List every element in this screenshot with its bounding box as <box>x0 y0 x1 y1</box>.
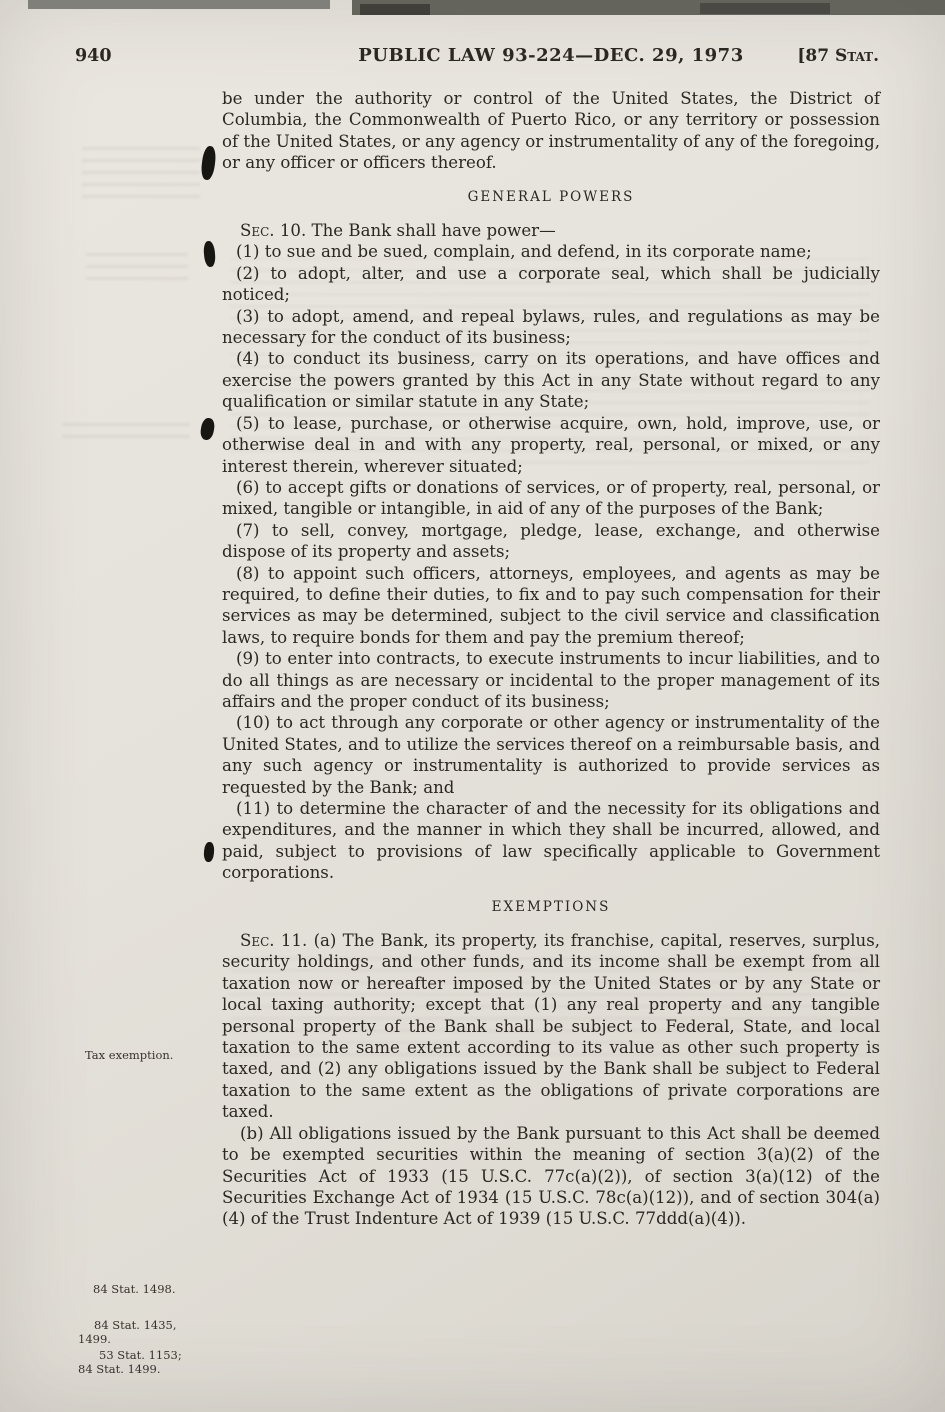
scan-artifact-bleedthrough <box>82 140 200 202</box>
statute-item-6: (6) to accept gifts or donations of services, or of property, real, personal, or mixed, tangible or intangible, in aid of any of the purposes of the Bank; <box>222 477 880 519</box>
statute-item-1: (1) to sue and be sued, complain, and defend, in its corporate name; <box>236 242 812 262</box>
page-title: PUBLIC LAW 93-224—DEC. 29, 1973 <box>358 45 744 66</box>
scan-artifact-top-strip <box>360 4 430 15</box>
margin-note-tax-exemption: Tax exemption. <box>85 1048 174 1062</box>
margin-note-line: 84 Stat. 1499. <box>78 1362 161 1376</box>
scan-artifact-bleedthrough <box>86 244 188 284</box>
crosshead-general-powers: GENERAL POWERS <box>467 188 635 205</box>
scan-artifact-top-strip <box>700 3 830 14</box>
statute-item-7: (7) to sell, convey, mortgage, pledge, lease, exchange, and otherwise dispose of its property and assets; <box>222 520 880 562</box>
margin-note-53-stat-1153-84-stat-1499 <box>78 1348 203 1376</box>
scan-artifact-ink-blob <box>200 145 217 180</box>
sec11b-paragraph: (b) All obligations issued by the Bank pursuant to this Act shall be deemed to be exempted securities within the meaning of section 3(a)(2) of the Securities Act of 1933 (15 U.S.C. 77c(a)(2)), of section 3(a)(12) of the Securities Exchange Act of 1934 (15 U.S.C. 78c(a)(12)), and of section 304(a)(4) of the Trust Indenture Act of 1939 (15 U.S.C. 77ddd(a)(4)). <box>222 1123 880 1229</box>
margin-note-line: 84 Stat. 1435, <box>94 1318 177 1332</box>
scan-artifact-top-strip <box>28 0 330 9</box>
statute-item-3: (3) to adopt, amend, and repeal bylaws, rules, and regulations as may be necessary for the conduct of its business; <box>222 306 880 348</box>
crosshead-exemptions: EXEMPTIONS <box>491 898 611 915</box>
statute-item-9: (9) to enter into contracts, to execute instruments to incur liabilities, and to do all things as are necessary or incidental to the proper management of its affairs and the proper conduct of its business; <box>222 649 880 711</box>
sec10-lead-text: The Bank shall have power— <box>311 221 556 241</box>
intro-paragraph: be under the authority or control of the United States, the District of Columbia, the Commonwealth of Puerto Rico, or any territory or possession of the United States, or any agency or instrumentality of any of the foregoing, or any officer or officers thereof. <box>222 89 880 173</box>
scan-artifact-bleedthrough <box>62 414 190 442</box>
statute-item-2: (2) to adopt, alter, and use a corporate seal, which shall be judicially noticed; <box>222 263 880 305</box>
scan-artifact-top-strip <box>352 0 945 15</box>
margin-note-84-stat-1498: 84 Stat. 1498. <box>93 1282 176 1296</box>
statute-text-column <box>222 88 880 1230</box>
sec10-paragraph <box>222 220 880 241</box>
sec11a-text: (a) The Bank, its property, its franchise, capital, reserves, surplus, security holdings, and other funds, and its income shall be exempt from all taxation now or hereafter imposed by the United States or by any State or local taxing authority; except that (1) any real property and any tangible personal property of the Bank shall be subject to Federal, State, and local taxation to the same extent according to its value as other such property is taxed, and (2) any obligations issued by the Bank shall be subject to Federal taxation to the same extent as the obligations of private corporations are taxed. <box>222 931 881 1122</box>
margin-note-84-stat-1435-1499 <box>78 1318 198 1346</box>
sec10-label: Sec. 10. <box>240 221 307 241</box>
scan-artifact-ink-blob <box>199 417 216 441</box>
statute-item-8: (8) to appoint such officers, attorneys, employees, and agents as may be required, to define their duties, to fix and to pay such compensation for their services as may be determined, subject to the civil service and classification laws, to require bonds for them and pay the premium thereof; <box>222 563 880 647</box>
sec11-label: Sec. 11. <box>240 931 308 951</box>
scan-artifact-ink-blob <box>203 842 214 863</box>
statute-item-4: (4) to conduct its business, carry on its operations, and have offices and exercise the powers granted by this Act in any State without regard to any qualification or similar statute in any State; <box>222 349 880 412</box>
statute-item-10: (10) to act through any corporate or other agency or instrumentality of the United States, and to utilize the services thereof on a reimbursable basis, and any such agency or instrumentality is authorized to provide services as requested by the Bank; and <box>222 713 880 797</box>
statute-item-11: (11) to determine the character of and the necessity for its obligations and expenditures, and the manner in which they shall be incurred, allowed, and paid, subject to provisions of law specifically applicable to Government corporations. <box>222 799 880 883</box>
statute-volume-reference: [87 Stat. <box>797 46 879 66</box>
margin-note-line: 1499. <box>78 1332 111 1346</box>
scan-artifact-ink-blob <box>203 241 216 268</box>
sec11a-paragraph <box>222 930 880 1123</box>
margin-note-line: 53 Stat. 1153; <box>99 1348 182 1362</box>
statute-item-5: (5) to lease, purchase, or otherwise acquire, own, hold, improve, use, or otherwise deal in and with any property, real, personal, or mixed, or any interest therein, wherever situated; <box>222 413 880 476</box>
page-number: 940 <box>75 46 112 66</box>
